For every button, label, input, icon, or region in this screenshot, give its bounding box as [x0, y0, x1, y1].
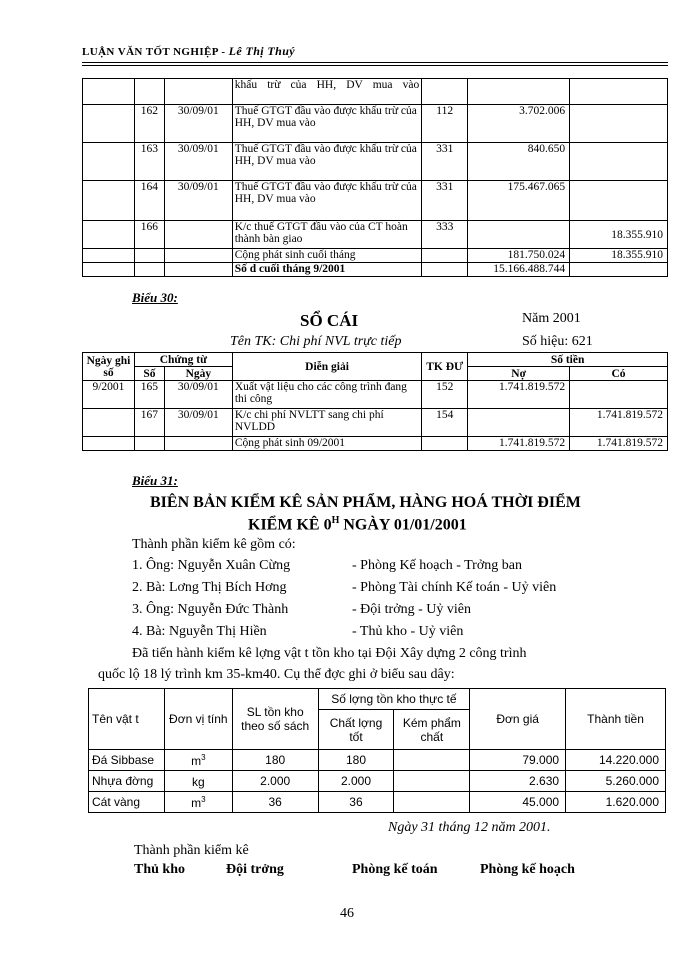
account-number: Số hiệu: 621 [522, 334, 593, 349]
member-name: 2. Bà: Lơng Thị Bích Hơng [132, 580, 287, 595]
table-row: 163 30/09/01 Thuế GTGT đầu vào được khấu trừ của HH, DV mua vào 331 840.650 [83, 143, 668, 181]
member-name: 4. Bà: Nguyễn Thị Hiền [132, 624, 267, 639]
col-co: Có [570, 367, 668, 381]
table-header-row [89, 689, 666, 710]
signer-label: Thủ kho [134, 862, 185, 877]
col-so-tien: Số tiền [468, 353, 668, 367]
table-row: 9/2001 165 30/09/01 Xuất vật liệu cho các công trình đang thi công 152 1.741.819.572 [83, 381, 668, 409]
ledger-title: SỔ CÁI [300, 311, 359, 330]
row-desc: Thuế GTGT đầu vào được khấu trừ của HH, DV mua vào [232, 143, 422, 181]
col-so: Số [134, 367, 164, 381]
ledger-continuation-table [82, 78, 668, 277]
member-role: - Thủ kho - Uỷ viên [352, 624, 464, 639]
running-header [82, 44, 295, 59]
table-row: Nhựa đờng kg 2.000 2.000 2.630 5.260.000 [89, 771, 666, 792]
col-kem-pham-chat: Kém phẩm chất [394, 710, 470, 750]
table-row: Đá Sibbase $m^3$ 180 180 79.000 14.220.000 [89, 750, 666, 771]
row-desc: Thuế GTGT đầu vào được khấu trừ của HH, DV mua vào [232, 181, 422, 221]
table-row: Số d cuối tháng 9/2001 15.166.488.744 [83, 263, 668, 277]
row-desc: K/c thuế GTGT đầu vào của CT hoàn thành bàn giao [232, 221, 422, 249]
member-name: 1. Ông: Nguyễn Xuân Cừng [132, 558, 291, 573]
signer-label: Phòng kế toán [352, 862, 438, 877]
col-don-gia: Đơn giá [470, 689, 566, 750]
report-date: Ngày 31 tháng 12 năm 2001. [388, 820, 551, 835]
col-chat-luong-tot: Chất lợng tốt [318, 710, 394, 750]
col-ngay2: Ngày [164, 367, 232, 381]
table-row [83, 79, 668, 105]
col-no: Nợ [468, 367, 570, 381]
header-rule [82, 62, 668, 63]
table-row: 162 30/09/01 Thuế GTGT đầu vào được khấu trừ của HH, DV mua vào 112 3.702.006 [83, 105, 668, 143]
col-dien-giai: Diễn giải [232, 353, 421, 381]
table-row: Cộng phát sinh 09/2001 1.741.819.572 1.741.819.572 [83, 437, 668, 451]
paragraph-line1: Đã tiến hành kiểm kê lợng vật t tồn kho tại Đội Xây dựng 2 công trình [132, 646, 527, 661]
row-desc: Cộng phát sinh 09/2001 [232, 437, 421, 451]
table-row: 167 30/09/01 K/c chi phí NVLTT sang chi phí NVLDD 154 1.741.819.572 [83, 409, 668, 437]
bieu-31-label: Biểu 31: [132, 473, 178, 488]
report-title-line2: KIỂM KÊ $0^H$ NGÀY 01/01/2001 [248, 515, 467, 534]
signers-intro: Thành phần kiểm kê [134, 843, 249, 858]
general-ledger-table [82, 352, 668, 451]
header-author: Lê Thị Thuý [228, 44, 296, 58]
row-desc: K/c chi phí NVLTT sang chi phí NVLDD [232, 409, 421, 437]
row-desc: Thuế GTGT đầu vào được khấu trừ của HH, DV mua vào [232, 105, 422, 143]
paragraph-line2: quốc lộ 18 lý trình km 35-km40. Cụ thể đợc ghi ở biểu sau dây: [98, 667, 455, 682]
row-desc: Xuất vật liệu cho các công trình đang thi công [232, 381, 421, 409]
member-role: - Phòng Tài chính Kế toán - Uỷ viên [352, 580, 557, 595]
table-header-row [83, 353, 668, 367]
row-desc: khấu trừ của HH, DV mua vào [232, 79, 422, 105]
col-ten-vat-tu: Tên vật t [89, 689, 165, 750]
member-role: - Đội trởng - Uỷ viên [352, 602, 471, 617]
header-rule-2 [82, 65, 668, 66]
col-thanh-tien: Thành tiền [566, 689, 666, 750]
signer-label: Đội trởng [226, 862, 284, 877]
table-row: 166 K/c thuế GTGT đầu vào của CT hoàn thành bàn giao 333 18.355.910 [83, 221, 668, 249]
report-title-line1: BIÊN BẢN KIỂM KÊ SẢN PHẨM, HÀNG HOÁ THỜI ĐIỂM [150, 494, 581, 511]
member-name: 3. Ông: Nguyễn Đức Thành [132, 602, 289, 617]
account-name: Tên TK: Chi phí NVL trực tiếp [230, 334, 402, 349]
col-tk: TK ĐƯ [422, 353, 468, 381]
row-desc: Số d cuối tháng 9/2001 [232, 263, 422, 277]
table-row: 164 30/09/01 Thuế GTGT đầu vào được khấu trừ của HH, DV mua vào 331 175.467.065 [83, 181, 668, 221]
page-number: 46 [340, 906, 354, 921]
signer-label: Phòng kế hoạch [480, 862, 575, 877]
col-chung-tu: Chứng từ [134, 353, 232, 367]
inventory-table [88, 688, 666, 813]
table-row: Cát vàng $m^3$ 36 36 45.000 1.620.000 [89, 792, 666, 813]
table-row: Cộng phát sinh cuối tháng 181.750.024 18.355.910 [83, 249, 668, 263]
col-sl-so-sach: SL tồn kho theo số sách [232, 689, 318, 750]
committee-intro: Thành phần kiểm kê gồm có: [132, 537, 296, 552]
header-prefix: LUẬN VĂN TỐT NGHIỆP - [82, 46, 229, 58]
member-role: - Phòng Kế hoạch - Trởng ban [352, 558, 522, 573]
row-desc: Cộng phát sinh cuối tháng [232, 249, 422, 263]
col-don-vi: Đơn vị tính [164, 689, 232, 750]
col-so-luong-thuc-te: Số lợng tồn kho thực tế [318, 689, 470, 710]
bieu-30-label: Biểu 30: [132, 290, 178, 305]
ledger-year: Năm 2001 [522, 311, 581, 326]
col-ngay: Ngày ghi số [83, 353, 135, 381]
